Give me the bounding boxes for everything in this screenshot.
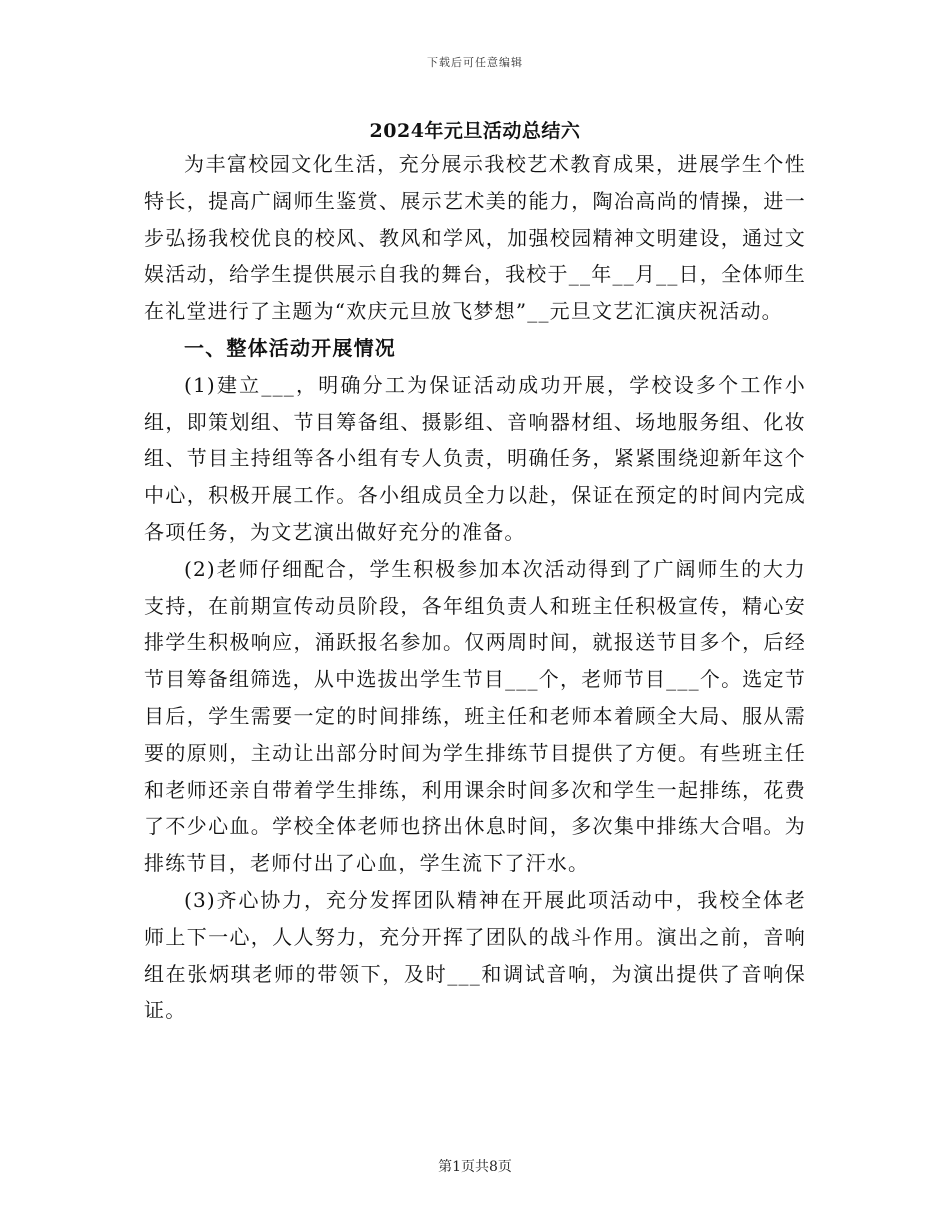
document-title: 2024年元旦活动总结六 [369, 120, 581, 142]
section-heading: 一、整体活动开展情况 [184, 335, 396, 360]
paragraph-2: (2)老师仔细配合，学生积极参加本次活动得到了广阔师生的大力支持，在前期宣传动员阶段，各年组负责人和班主任积极宣传，精心安排学生积极响应，涌跃报名参加。仅两周时间，就报送节目多个，后经节目筹备组筛选，从中选拔出学生节目___个，老师节目___个。选定节目后，学生需要一定的时间排练，班主任和老师本着顾全大局、服从需要的原则，主动让出部分时间为学生排练节目提供了方便。有些班主任和老师还亲自带着学生排练，利用课余时间多次和学生一起排练，花费了不少心血。学校全体老师也挤出休息时间，多次集中排练大合唱。为排练节目，老师付出了心血，学生流下了汗水。 [144, 556, 806, 876]
document-body [144, 146, 806, 1029]
paragraph-1: (1)建立___，明确分工为保证活动成功开展，学校设多个工作小组，即策划组、节目筹备组、摄影组、音响器材组、场地服务组、化妆组、节目主持组等各小组有专人负责，明确任务，紧紧围绕迎新年这个中心，积极开展工作。各小组成员全力以赴，保证在预定的时间内完成各项任务，为文艺演出做好充分的准备。 [144, 372, 806, 544]
paragraph-3: (3)齐心协力，充分发挥团队精神在开展此项活动中，我校全体老师上下一心，人人努力，充分开挥了团队的战斗作用。演出之前，音响组在张炳琪老师的带领下，及时___和调试音响，为演出提供了音响保证。 [144, 887, 806, 1023]
page-header-note: 下载后可任意编辑 [427, 56, 523, 69]
page-number: 第1页共8页 [438, 1159, 512, 1175]
intro-paragraph: 为丰富校园文化生活，充分展示我校艺术教育成果，进展学生个性特长，提高广阔师生鉴赏、展示艺术美的能力，陶冶高尚的情操，进一步弘扬我校优良的校风、教风和学风，加强校园精神文明建设，通过文娱活动，给学生提供展示自我的舞台，我校于__年__月__日，全体师生在礼堂进行了主题为“欢庆元旦放飞梦想”__元旦文艺汇演庆祝活动。 [144, 152, 806, 324]
